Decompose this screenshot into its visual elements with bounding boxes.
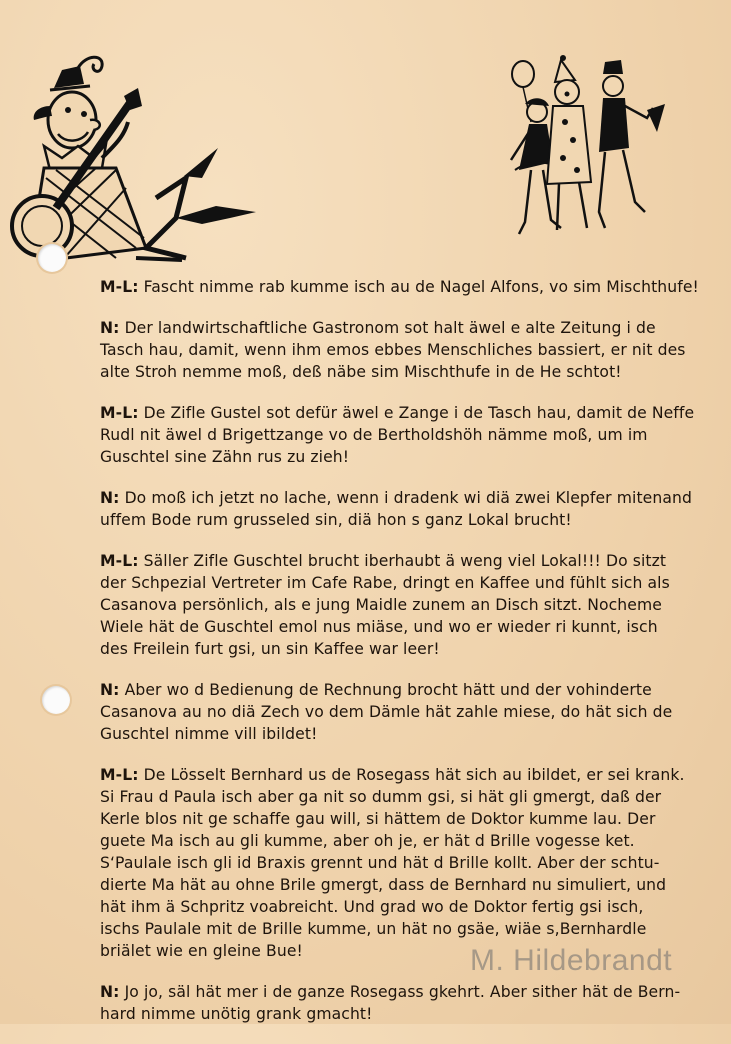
dialogue-paragraph: [100, 550, 700, 660]
dialogue-line: [100, 723, 700, 745]
punch-hole-middle: [42, 686, 70, 714]
dialogue-line: [100, 509, 700, 531]
dialogue-line: [100, 276, 700, 298]
dialogue-line: [100, 361, 700, 383]
dialogue-line-text: Fascht nimme rab kumme isch au de Nagel Alfons, vo sim Mischthufe!: [143, 278, 699, 296]
dialogue-line-text: Wiele hät de Guschtel emol nus miäse, und wo er wieder ri kunnt, isch: [100, 618, 658, 636]
dialogue-line-text: Do moß ich jetzt no lache, wenn i dradenk wi diä zwei Klepfer mitenand: [124, 489, 693, 507]
dialogue-line-text: Casanova persönlich, als e jung Maidle zunem an Disch sitzt. Nocheme: [100, 596, 662, 614]
dialogue-line-text: ischs Paulale mit de Brille kumme, un hät no gsäe, wiäe s,Bernhardle: [100, 920, 647, 938]
dialogue-line: [100, 981, 700, 1003]
dialogue-line-text: Tasch hau, damit, wenn ihm emos ebbes Menschliches bassiert, er nit des: [100, 341, 686, 359]
dialogue-line-text: guete Ma isch au gli kumme, aber oh je, er hät d Brille vogesse ket.: [100, 832, 635, 850]
speaker-label: N:: [100, 489, 120, 507]
dialogue-line: [100, 424, 700, 446]
speaker-label: N:: [100, 681, 120, 699]
dialogue-paragraph: [100, 679, 700, 745]
dialogue-paragraph: [100, 317, 700, 383]
dialogue-line: [100, 638, 700, 660]
dialogue-line-text: dierte Ma hät au ohne Brile gmergt, dass de Bernhard nu simuliert, und: [100, 876, 667, 894]
punch-hole-top: [38, 244, 66, 272]
dialogue-line: [100, 1003, 700, 1025]
dialogue-line: [100, 572, 700, 594]
dialogue-line-text: Si Frau d Paula isch aber ga nit so dumm gsi, si hät gli gmergt, daß der: [100, 788, 662, 806]
dialogue-line: [100, 808, 700, 830]
dialogue-line-text: uffem Bode rum grusseled sin, diä hon s ganz Lokal brucht!: [100, 511, 572, 529]
dialogue-paragraph: [100, 764, 700, 962]
dialogue-line: [100, 874, 700, 896]
dialogue-line: [100, 446, 700, 468]
dialogue-line-text: Rudl nit äwel d Brigettzange vo de Bertholdshöh nämme moß, um im: [100, 426, 648, 444]
dialogue-line-text: De Zifle Gustel sot defür äwel e Zange i de Tasch hau, damit de Neffe: [143, 404, 695, 422]
dialogue-line: [100, 339, 700, 361]
dialogue-line-text: hät ihm ä Schpritz voabreicht. Und grad wo de Doktor fertig gsi isch,: [100, 898, 644, 916]
dialogue-line-text: Der landwirtschaftliche Gastronom sot halt äwel e alte Zeitung i de: [124, 319, 656, 337]
dialogue-line: [100, 896, 700, 918]
speaker-label: N:: [100, 319, 120, 337]
dialogue-line: [100, 402, 700, 424]
dialogue-line-text: S‘Paulale isch gli id Braxis grennt und hät d Brille kollt. Aber der schtu-: [100, 854, 660, 872]
jester-banjo-illustration: [6, 48, 268, 274]
dialogue-line-text: Aber wo d Bedienung de Rechnung brocht hätt und der vohinderte: [124, 681, 652, 699]
dialogue-line: [100, 487, 700, 509]
dialogue-line: [100, 701, 700, 723]
dialogue-line-text: Guschtel nimme vill ibildet!: [100, 725, 318, 743]
dialogue-line-text: Säller Zifle Guschtel brucht iberhaubt ä weng viel Lokal!!! Do sitzt: [143, 552, 667, 570]
dialogue-line-text: der Schpezial Vertreter im Cafe Rabe, dringt en Kaffee und fühlt sich als: [100, 574, 670, 592]
dialogue-line: [100, 616, 700, 638]
speaker-label: M-L:: [100, 552, 139, 570]
dialogue-paragraph: [100, 402, 700, 468]
dialogue-line-text: Casanova au no diä Zech vo dem Dämle hät zahle miese, do hät sich de: [100, 703, 673, 721]
dialogue-line: [100, 764, 700, 786]
dialogue-line: [100, 679, 700, 701]
speaker-label: N:: [100, 983, 120, 1001]
speaker-label: M-L:: [100, 404, 139, 422]
dialogue-line: [100, 830, 700, 852]
dialogue-line: [100, 918, 700, 940]
dialogue-paragraph: [100, 487, 700, 531]
speaker-label: M-L:: [100, 278, 139, 296]
dialogue-line-text: Jo jo, säl hät mer i de ganze Rosegass gkehrt. Aber sither hät de Bern-: [124, 983, 681, 1001]
watermark: M. Hildebrandt: [470, 944, 673, 977]
dialogue-line-text: Guschtel sine Zähn rus zu zieh!: [100, 448, 350, 466]
dialogue-paragraph: [100, 981, 700, 1025]
dialogue-line: [100, 852, 700, 874]
dialogue-paragraph: [100, 276, 700, 298]
dialogue-line-text: des Freilein furt gsi, un sin Kaffee war leer!: [100, 640, 440, 658]
dialogue-line-text: alte Stroh nemme moß, deß näbe sim Mischthufe in de He schtot!: [100, 363, 622, 381]
dialogue-line-text: Kerle blos nit ge schaffe gau will, si hättem de Doktor kumme lau. Der: [100, 810, 656, 828]
dialogue-text: [100, 276, 700, 1044]
carnival-dancers-illustration: [495, 52, 670, 242]
dialogue-line-text: De Lösselt Bernhard us de Rosegass hät sich au ibildet, er sei krank.: [143, 766, 685, 784]
dialogue-line: [100, 317, 700, 339]
dialogue-line: [100, 550, 700, 572]
dialogue-line-text: briälet wie en gleine Bue!: [100, 942, 303, 960]
dialogue-line: [100, 786, 700, 808]
dialogue-line: [100, 594, 700, 616]
dialogue-line-text: hard nimme unötig grank gmacht!: [100, 1005, 373, 1023]
speaker-label: M-L:: [100, 766, 139, 784]
